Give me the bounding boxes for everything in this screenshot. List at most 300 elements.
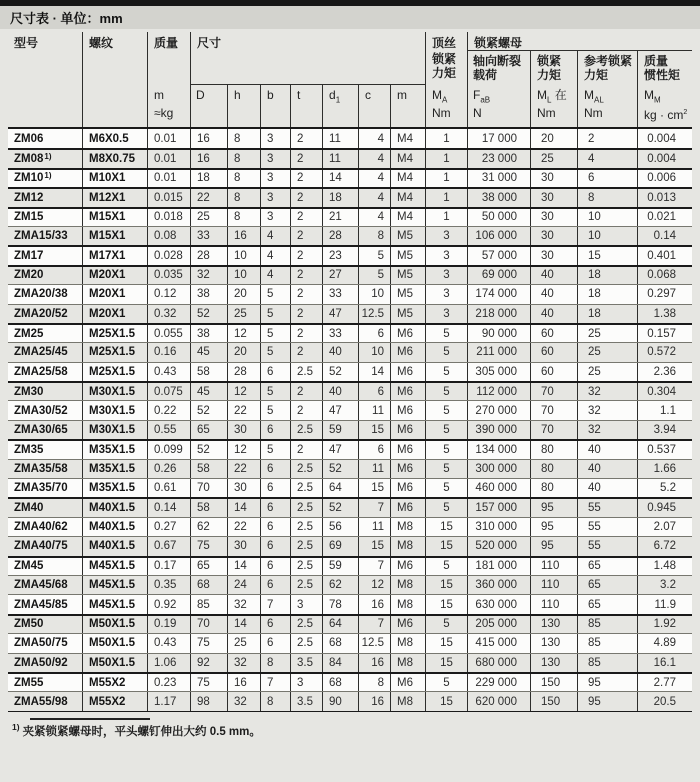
cell-MAL: 95	[577, 692, 637, 710]
cell-model: ZM20	[14, 269, 44, 282]
cell-h: 30	[227, 537, 260, 555]
cell-MA: 1	[425, 170, 467, 187]
cell-t: 3	[290, 595, 322, 613]
cell-d1: 18	[322, 189, 358, 206]
header-dim-d1: $d_1$	[322, 84, 358, 127]
header-dim-t: t	[290, 84, 322, 127]
cell-c: 4	[358, 170, 390, 187]
cell-b: 4	[260, 267, 290, 284]
cell-d1: 90	[322, 692, 358, 710]
cell-h: 14	[227, 499, 260, 516]
cell-t: 2	[290, 247, 322, 264]
table-row	[8, 168, 692, 187]
cell-MAL: 18	[577, 267, 637, 284]
cell-m: M8	[390, 518, 425, 536]
cell-MA: 3	[425, 227, 467, 245]
cell-ML: 25	[530, 150, 577, 167]
cell-MM: 3.94	[637, 421, 692, 439]
cell-mass: 0.055	[147, 325, 190, 342]
cell-MA: 5	[425, 383, 467, 400]
cell-MAL: 2	[577, 129, 637, 148]
cell-m: M6	[390, 421, 425, 439]
cell-b: 3	[260, 150, 290, 167]
cell-mass: 0.16	[147, 343, 190, 361]
cell-c: 7	[358, 558, 390, 575]
table-row	[8, 342, 692, 361]
cell-FaB: 300 000	[467, 460, 530, 478]
cell-c: 4	[358, 189, 390, 206]
cell-c: 15	[358, 479, 390, 497]
cell-mass: 0.55	[147, 421, 190, 439]
cell-h: 32	[227, 595, 260, 613]
table-row	[8, 594, 692, 613]
cell-b: 8	[260, 654, 290, 672]
cell-model: ZM15	[14, 211, 44, 224]
cell-thread: M20X1	[82, 267, 147, 284]
cell-MM: 11.9	[637, 595, 692, 613]
table-row	[8, 187, 692, 206]
cell-D: 70	[190, 616, 227, 633]
cell-mass: 0.27	[147, 518, 190, 536]
header-dim-b: b	[260, 84, 290, 127]
cell-MA: 15	[425, 576, 467, 594]
cell-c: 10	[358, 343, 390, 361]
cell-thread: M40X1.5	[82, 537, 147, 555]
cell-thread: M20X1	[82, 305, 147, 323]
header-setscrew: 顶丝 锁紧 力矩 $M_A$ Nm	[425, 32, 467, 127]
header-dim-h: h	[227, 84, 260, 127]
header-locknut-FaB: 轴向断裂 载荷 $F_{aB}$ N	[473, 54, 522, 120]
cell-d1: 40	[322, 343, 358, 361]
cell-thread: M20X1	[82, 285, 147, 303]
cell-c: 15	[358, 537, 390, 555]
cell-thread: M10X1	[82, 170, 147, 187]
cell-ML: 60	[530, 325, 577, 342]
cell-MA: 1	[425, 129, 467, 148]
cell-thread: M35X1.5	[82, 441, 147, 458]
cell-c: 12	[358, 576, 390, 594]
cell-thread: M30X1.5	[82, 421, 147, 439]
cell-h: 8	[227, 189, 260, 206]
cell-MM: 0.013	[637, 189, 692, 206]
cell-model: ZM40	[14, 502, 44, 515]
cell-c: 15	[358, 421, 390, 439]
cell-MAL: 18	[577, 305, 637, 323]
cell-thread: M25X1.5	[82, 343, 147, 361]
cell-MAL: 25	[577, 325, 637, 342]
footnote	[8, 718, 692, 739]
cell-D: 52	[190, 401, 227, 419]
cell-thread: M50X1.5	[82, 634, 147, 652]
cell-MM: 1.1	[637, 401, 692, 419]
cell-mass: 0.018	[147, 209, 190, 226]
cell-MA: 5	[425, 558, 467, 575]
cell-mass: 1.17	[147, 692, 190, 710]
cell-m: M6	[390, 363, 425, 381]
cell-model: ZMA45/68	[14, 579, 68, 592]
cell-mass: 0.035	[147, 267, 190, 284]
cell-h: 20	[227, 285, 260, 303]
cell-d1: 52	[322, 363, 358, 381]
cell-D: 65	[190, 558, 227, 575]
cell-MA: 15	[425, 634, 467, 652]
cell-b: 6	[260, 479, 290, 497]
cell-h: 14	[227, 616, 260, 633]
cell-ML: 130	[530, 616, 577, 633]
cell-m: M5	[390, 227, 425, 245]
table-row	[8, 517, 692, 536]
table-row	[8, 129, 692, 148]
cell-MAL: 10	[577, 227, 637, 245]
cell-MM: 6.72	[637, 537, 692, 555]
cell-b: 5	[260, 305, 290, 323]
cell-MA: 5	[425, 479, 467, 497]
cell-MM: 16.1	[637, 654, 692, 672]
cell-FaB: 112 000	[467, 383, 530, 400]
header-dim-D: D	[196, 88, 205, 102]
cell-d1: 84	[322, 654, 358, 672]
cell-D: 16	[190, 150, 227, 167]
cell-t: 2.5	[290, 460, 322, 478]
cell-mass: 0.43	[147, 634, 190, 652]
cell-mass: 0.26	[147, 460, 190, 478]
cell-model: ZMA45/85	[14, 598, 68, 611]
cell-MM: 2.36	[637, 363, 692, 381]
cell-ML: 40	[530, 305, 577, 323]
cell-h: 25	[227, 305, 260, 323]
table-row	[8, 439, 692, 458]
cell-t: 3.5	[290, 692, 322, 710]
cell-MA: 5	[425, 674, 467, 691]
cell-MA: 1	[425, 189, 467, 206]
cell-m: M8	[390, 692, 425, 710]
table-body	[8, 129, 692, 712]
cell-thread: M45X1.5	[82, 558, 147, 575]
cell-MAL: 25	[577, 363, 637, 381]
cell-D: 68	[190, 576, 227, 594]
cell-m: M6	[390, 343, 425, 361]
table-row	[8, 265, 692, 284]
cell-D: 92	[190, 654, 227, 672]
header-mass: 质量 m ≈kg	[147, 32, 190, 127]
cell-MM: 0.157	[637, 325, 692, 342]
cell-MAL: 55	[577, 499, 637, 516]
footnote-rule	[30, 718, 150, 720]
cell-m: M8	[390, 576, 425, 594]
cell-FaB: 630 000	[467, 595, 530, 613]
cell-D: 98	[190, 692, 227, 710]
cell-t: 2.5	[290, 479, 322, 497]
cell-MAL: 65	[577, 558, 637, 575]
cell-MA: 3	[425, 285, 467, 303]
cell-MM: 0.006	[637, 170, 692, 187]
cell-MA: 3	[425, 267, 467, 284]
cell-D: 33	[190, 227, 227, 245]
cell-m: M6	[390, 558, 425, 575]
cell-c: 16	[358, 595, 390, 613]
cell-MAL: 40	[577, 460, 637, 478]
cell-MAL: 32	[577, 401, 637, 419]
cell-ML: 70	[530, 401, 577, 419]
cell-h: 12	[227, 441, 260, 458]
cell-MA: 5	[425, 343, 467, 361]
cell-MA: 5	[425, 441, 467, 458]
cell-MAL: 65	[577, 576, 637, 594]
cell-FaB: 460 000	[467, 479, 530, 497]
cell-c: 12.5	[358, 305, 390, 323]
cell-ML: 110	[530, 576, 577, 594]
cell-MM: 2.77	[637, 674, 692, 691]
cell-c: 4	[358, 129, 390, 148]
table-row	[8, 536, 692, 555]
cell-b: 6	[260, 558, 290, 575]
cell-MM: 0.068	[637, 267, 692, 284]
cell-MM: 0.004	[637, 150, 692, 167]
cell-b: 6	[260, 576, 290, 594]
cell-c: 10	[358, 285, 390, 303]
cell-b: 4	[260, 247, 290, 264]
cell-h: 28	[227, 363, 260, 381]
header-dim-m: m	[390, 84, 425, 127]
cell-c: 4	[358, 150, 390, 167]
cell-MAL: 32	[577, 421, 637, 439]
cell-d1: 11	[322, 129, 358, 148]
header-locknut-MM: 质量 惯性矩 $M_M$ kg · $cm^2$	[637, 50, 692, 127]
cell-model: ZM06	[14, 132, 44, 145]
cell-h: 8	[227, 150, 260, 167]
cell-m: M6	[390, 401, 425, 419]
cell-MAL: 6	[577, 170, 637, 187]
cell-c: 16	[358, 692, 390, 710]
cell-model: ZMA30/52	[14, 404, 68, 417]
cell-t: 3	[290, 674, 322, 691]
cell-h: 10	[227, 267, 260, 284]
cell-mass: 0.099	[147, 441, 190, 458]
cell-model: ZMA30/65	[14, 424, 68, 437]
cell-ML: 95	[530, 518, 577, 536]
cell-c: 8	[358, 674, 390, 691]
cell-b: 5	[260, 343, 290, 361]
cell-FaB: 218 000	[467, 305, 530, 323]
cell-ML: 30	[530, 247, 577, 264]
cell-MAL: 55	[577, 518, 637, 536]
cell-h: 25	[227, 634, 260, 652]
cell-d1: 69	[322, 537, 358, 555]
cell-h: 8	[227, 170, 260, 187]
cell-d1: 47	[322, 401, 358, 419]
cell-m: M4	[390, 189, 425, 206]
cell-ML: 150	[530, 674, 577, 691]
cell-D: 38	[190, 325, 227, 342]
cell-mass: 0.14	[147, 499, 190, 516]
cell-h: 10	[227, 247, 260, 264]
cell-D: 75	[190, 634, 227, 652]
cell-ML: 40	[530, 285, 577, 303]
cell-mass: 0.35	[147, 576, 190, 594]
cell-c: 7	[358, 616, 390, 633]
cell-FaB: 620 000	[467, 692, 530, 710]
cell-D: 45	[190, 343, 227, 361]
cell-b: 3	[260, 129, 290, 148]
cell-FaB: 270 000	[467, 401, 530, 419]
cell-model: ZMA15/33	[14, 230, 68, 243]
cell-FaB: 310 000	[467, 518, 530, 536]
cell-MA: 1	[425, 209, 467, 226]
cell-b: 5	[260, 441, 290, 458]
cell-MA: 3	[425, 247, 467, 264]
cell-h: 8	[227, 209, 260, 226]
cell-FaB: 90 000	[467, 325, 530, 342]
cell-MM: 1.92	[637, 616, 692, 633]
cell-ML: 70	[530, 383, 577, 400]
cell-d1: 47	[322, 305, 358, 323]
cell-model: ZMA50/92	[14, 656, 68, 669]
cell-ML: 110	[530, 558, 577, 575]
cell-MAL: 55	[577, 537, 637, 555]
cell-mass: 0.12	[147, 285, 190, 303]
cell-t: 2	[290, 401, 322, 419]
cell-m: M5	[390, 247, 425, 264]
cell-t: 3.5	[290, 654, 322, 672]
table-row	[8, 459, 692, 478]
cell-model: ZM50	[14, 618, 44, 631]
table-row	[8, 672, 692, 691]
cell-thread: M55X2	[82, 674, 147, 691]
cell-D: 32	[190, 267, 227, 284]
cell-thread: M15X1	[82, 227, 147, 245]
cell-MA: 5	[425, 401, 467, 419]
header-dim-c: c	[358, 84, 390, 127]
cell-h: 22	[227, 460, 260, 478]
cell-MAL: 40	[577, 479, 637, 497]
cell-MA: 15	[425, 518, 467, 536]
cell-c: 11	[358, 401, 390, 419]
cell-t: 2	[290, 325, 322, 342]
cell-MA: 15	[425, 595, 467, 613]
cell-b: 7	[260, 595, 290, 613]
cell-m: M6	[390, 325, 425, 342]
cell-ML: 30	[530, 227, 577, 245]
cell-thread: M15X1	[82, 209, 147, 226]
cell-thread: M25X1.5	[82, 363, 147, 381]
cell-h: 8	[227, 129, 260, 148]
cell-ML: 110	[530, 595, 577, 613]
footnote-text: 夹紧锁紧螺母时，平头螺钉伸出大约 0.5 mm。	[22, 725, 261, 738]
cell-MM: 0.14	[637, 227, 692, 245]
cell-mass: 0.015	[147, 189, 190, 206]
cell-m: M5	[390, 285, 425, 303]
cell-h: 24	[227, 576, 260, 594]
table-row	[8, 245, 692, 264]
cell-h: 16	[227, 227, 260, 245]
cell-c: 5	[358, 267, 390, 284]
cell-MA: 5	[425, 421, 467, 439]
cell-d1: 59	[322, 558, 358, 575]
cell-c: 5	[358, 247, 390, 264]
cell-MM: 0.004	[637, 129, 692, 148]
cell-MM: 0.304	[637, 383, 692, 400]
cell-MA: 5	[425, 325, 467, 342]
cell-thread: M17X1	[82, 247, 147, 264]
cell-FaB: 17 000	[467, 129, 530, 148]
cell-D: 58	[190, 460, 227, 478]
cell-thread: M50X1.5	[82, 616, 147, 633]
cell-D: 18	[190, 170, 227, 187]
cell-D: 58	[190, 363, 227, 381]
cell-MM: 0.572	[637, 343, 692, 361]
cell-D: 38	[190, 285, 227, 303]
cell-d1: 59	[322, 421, 358, 439]
cell-m: M6	[390, 499, 425, 516]
cell-model: ZMA50/75	[14, 637, 68, 650]
cell-model: ZM12	[14, 191, 44, 204]
cell-h: 30	[227, 479, 260, 497]
cell-t: 2	[290, 441, 322, 458]
cell-MAL: 65	[577, 595, 637, 613]
cell-d1: 52	[322, 499, 358, 516]
cell-mass: 0.19	[147, 616, 190, 633]
cell-FaB: 211 000	[467, 343, 530, 361]
cell-m: M4	[390, 170, 425, 187]
cell-d1: 62	[322, 576, 358, 594]
cell-b: 6	[260, 460, 290, 478]
cell-model: ZM25	[14, 327, 44, 340]
table-row	[8, 478, 692, 497]
header-locknut-ML: 锁紧 力矩 $M_L$ 在 Nm	[530, 50, 577, 127]
cell-b: 6	[260, 634, 290, 652]
cell-ML: 130	[530, 654, 577, 672]
cell-FaB: 50 000	[467, 209, 530, 226]
cell-MAL: 18	[577, 285, 637, 303]
cell-model: ZMA25/58	[14, 365, 68, 378]
table-row	[8, 556, 692, 575]
cell-t: 2.5	[290, 421, 322, 439]
cell-model: ZMA40/62	[14, 521, 68, 533]
cell-model: ZMA20/38	[14, 288, 68, 301]
cell-D: 52	[190, 305, 227, 323]
cell-h: 32	[227, 654, 260, 672]
cell-FaB: 390 000	[467, 421, 530, 439]
cell-ML: 150	[530, 692, 577, 710]
cell-b: 6	[260, 518, 290, 536]
cell-MA: 5	[425, 460, 467, 478]
cell-mass: 0.92	[147, 595, 190, 613]
cell-ML: 80	[530, 479, 577, 497]
cell-b: 8	[260, 692, 290, 710]
cell-thread: M35X1.5	[82, 460, 147, 478]
cell-MA: 5	[425, 363, 467, 381]
table-row	[8, 304, 692, 323]
cell-model: ZM55	[14, 676, 44, 689]
cell-b: 4	[260, 227, 290, 245]
cell-ML: 70	[530, 421, 577, 439]
cell-h: 22	[227, 518, 260, 536]
cell-FaB: 38 000	[467, 189, 530, 206]
cell-b: 5	[260, 383, 290, 400]
header-locknut-MAL: 参考锁紧 力矩 $M_{AL}$ Nm	[577, 50, 637, 127]
table-row	[8, 362, 692, 381]
table-row	[8, 148, 692, 167]
cell-h: 30	[227, 421, 260, 439]
cell-b: 6	[260, 499, 290, 516]
cell-m: M4	[390, 209, 425, 226]
cell-b: 6	[260, 616, 290, 633]
cell-h: 32	[227, 692, 260, 710]
cell-c: 14	[358, 363, 390, 381]
table-row	[8, 381, 692, 400]
cell-ML: 80	[530, 460, 577, 478]
cell-MM: 2.07	[637, 518, 692, 536]
